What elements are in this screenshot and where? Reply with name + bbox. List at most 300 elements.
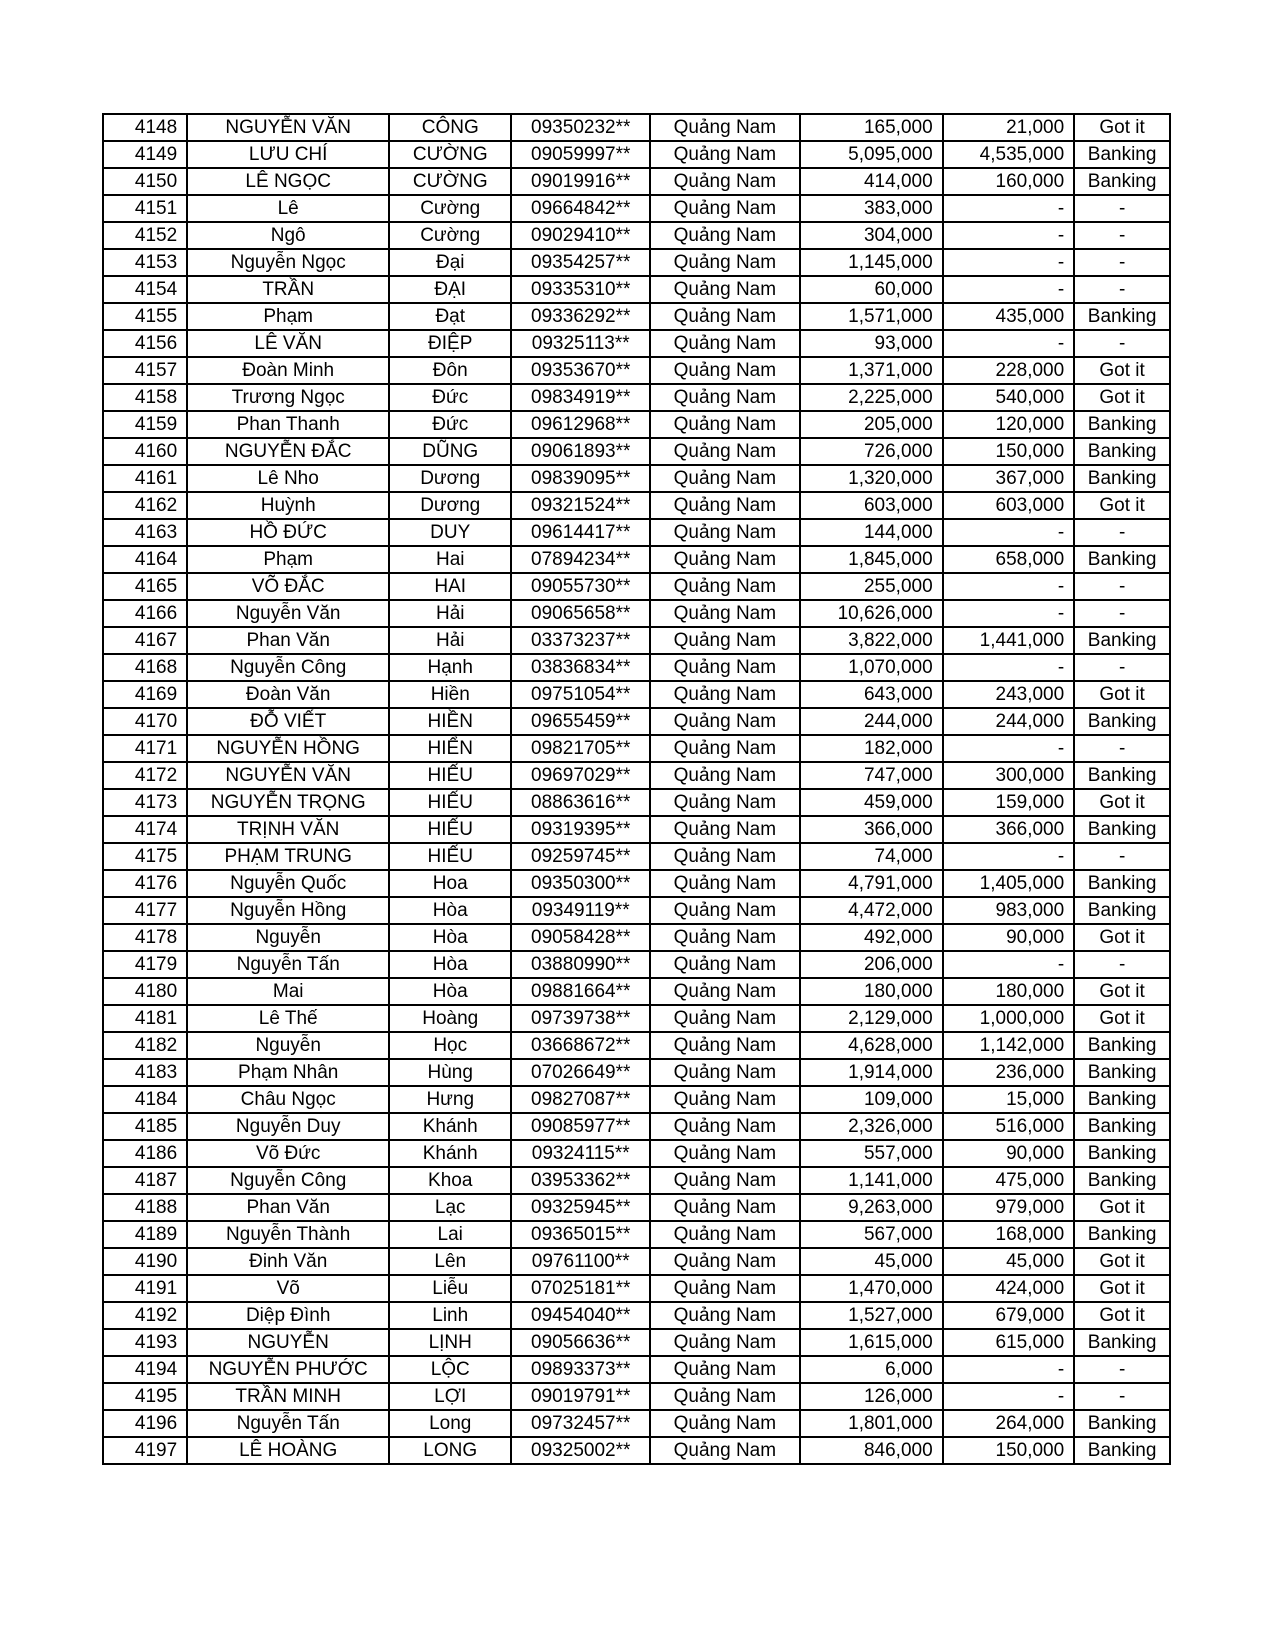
cell-method: Got it xyxy=(1074,789,1170,816)
table-row xyxy=(103,708,1170,735)
cell-method: - xyxy=(1074,195,1170,222)
cell-phone: 09335310** xyxy=(511,276,650,303)
cell-paid: 435,000 xyxy=(943,303,1075,330)
table-row xyxy=(103,465,1170,492)
table-row xyxy=(103,1113,1170,1140)
cell-province: Quảng Nam xyxy=(650,816,799,843)
cell-province: Quảng Nam xyxy=(650,1356,799,1383)
cell-province: Quảng Nam xyxy=(650,357,799,384)
cell-method: Banking xyxy=(1074,870,1170,897)
cell-method: Banking xyxy=(1074,627,1170,654)
cell-province: Quảng Nam xyxy=(650,249,799,276)
cell-method: - xyxy=(1074,654,1170,681)
cell-method: Got it xyxy=(1074,1005,1170,1032)
cell-last-name: Nguyễn Công xyxy=(187,1167,389,1194)
cell-id: 4154 xyxy=(103,276,187,303)
cell-first-name: HIẾU xyxy=(389,843,511,870)
cell-id: 4178 xyxy=(103,924,187,951)
cell-id: 4149 xyxy=(103,141,187,168)
cell-id: 4187 xyxy=(103,1167,187,1194)
cell-province: Quảng Nam xyxy=(650,330,799,357)
cell-first-name: Đại xyxy=(389,249,511,276)
cell-total: 304,000 xyxy=(800,222,943,249)
cell-last-name: TRỊNH VĂN xyxy=(187,816,389,843)
cell-last-name: Trương Ngọc xyxy=(187,384,389,411)
cell-phone: 09664842** xyxy=(511,195,650,222)
cell-province: Quảng Nam xyxy=(650,654,799,681)
table-row xyxy=(103,1329,1170,1356)
cell-first-name: Hùng xyxy=(389,1059,511,1086)
cell-total: 643,000 xyxy=(800,681,943,708)
cell-phone: 09732457** xyxy=(511,1410,650,1437)
cell-id: 4181 xyxy=(103,1005,187,1032)
cell-first-name: Lai xyxy=(389,1221,511,1248)
table-row xyxy=(103,789,1170,816)
cell-phone: 09350232** xyxy=(511,114,650,141)
cell-method: Banking xyxy=(1074,1329,1170,1356)
cell-phone: 09019791** xyxy=(511,1383,650,1410)
cell-method: - xyxy=(1074,249,1170,276)
cell-first-name: LONG xyxy=(389,1437,511,1464)
cell-id: 4168 xyxy=(103,654,187,681)
cell-first-name: Linh xyxy=(389,1302,511,1329)
cell-province: Quảng Nam xyxy=(650,1059,799,1086)
cell-last-name: Phạm xyxy=(187,303,389,330)
cell-province: Quảng Nam xyxy=(650,276,799,303)
cell-id: 4192 xyxy=(103,1302,187,1329)
cell-id: 4152 xyxy=(103,222,187,249)
cell-last-name: Nguyễn Quốc xyxy=(187,870,389,897)
cell-method: Got it xyxy=(1074,978,1170,1005)
cell-last-name: Huỳnh xyxy=(187,492,389,519)
cell-last-name: Nguyễn Hồng xyxy=(187,897,389,924)
cell-id: 4150 xyxy=(103,168,187,195)
table-row xyxy=(103,222,1170,249)
cell-phone: 09336292** xyxy=(511,303,650,330)
table-row xyxy=(103,1059,1170,1086)
cell-first-name: Hoàng xyxy=(389,1005,511,1032)
cell-total: 255,000 xyxy=(800,573,943,600)
cell-phone: 07025181** xyxy=(511,1275,650,1302)
table-row xyxy=(103,870,1170,897)
cell-method: Banking xyxy=(1074,762,1170,789)
cell-method: Got it xyxy=(1074,681,1170,708)
cell-id: 4186 xyxy=(103,1140,187,1167)
cell-last-name: NGUYỄN xyxy=(187,1329,389,1356)
table-row xyxy=(103,573,1170,600)
cell-last-name: Nguyễn Tấn xyxy=(187,951,389,978)
cell-paid: 236,000 xyxy=(943,1059,1075,1086)
cell-total: 74,000 xyxy=(800,843,943,870)
cell-phone: 08863616** xyxy=(511,789,650,816)
cell-phone: 09029410** xyxy=(511,222,650,249)
cell-paid: 475,000 xyxy=(943,1167,1075,1194)
cell-id: 4153 xyxy=(103,249,187,276)
cell-phone: 09319395** xyxy=(511,816,650,843)
cell-first-name: Hoa xyxy=(389,870,511,897)
cell-paid: - xyxy=(943,222,1075,249)
cell-last-name: NGUYỄN HỒNG xyxy=(187,735,389,762)
cell-last-name: Nguyễn xyxy=(187,1032,389,1059)
cell-total: 492,000 xyxy=(800,924,943,951)
table-row xyxy=(103,519,1170,546)
cell-province: Quảng Nam xyxy=(650,1140,799,1167)
cell-last-name: Phan Văn xyxy=(187,1194,389,1221)
cell-first-name: DUY xyxy=(389,519,511,546)
cell-method: Banking xyxy=(1074,1410,1170,1437)
cell-method: - xyxy=(1074,600,1170,627)
cell-paid: 244,000 xyxy=(943,708,1075,735)
cell-first-name: CÔNG xyxy=(389,114,511,141)
cell-last-name: Nguyễn Duy xyxy=(187,1113,389,1140)
cell-first-name: Đôn xyxy=(389,357,511,384)
cell-phone: 09019916** xyxy=(511,168,650,195)
cell-first-name: Đức xyxy=(389,411,511,438)
cell-first-name: Đạt xyxy=(389,303,511,330)
cell-method: - xyxy=(1074,951,1170,978)
cell-first-name: Lạc xyxy=(389,1194,511,1221)
cell-paid: 4,535,000 xyxy=(943,141,1075,168)
cell-first-name: Cường xyxy=(389,222,511,249)
cell-last-name: Phạm Nhân xyxy=(187,1059,389,1086)
cell-method: Got it xyxy=(1074,492,1170,519)
cell-first-name: Long xyxy=(389,1410,511,1437)
cell-paid: 603,000 xyxy=(943,492,1075,519)
cell-paid: 424,000 xyxy=(943,1275,1075,1302)
cell-phone: 09349119** xyxy=(511,897,650,924)
cell-paid: 1,000,000 xyxy=(943,1005,1075,1032)
cell-total: 165,000 xyxy=(800,114,943,141)
table-row xyxy=(103,843,1170,870)
data-table xyxy=(102,113,1171,1465)
cell-method: Got it xyxy=(1074,1194,1170,1221)
cell-id: 4188 xyxy=(103,1194,187,1221)
cell-total: 1,914,000 xyxy=(800,1059,943,1086)
cell-phone: 07894234** xyxy=(511,546,650,573)
cell-phone: 09325945** xyxy=(511,1194,650,1221)
cell-phone: 03836834** xyxy=(511,654,650,681)
cell-paid: 120,000 xyxy=(943,411,1075,438)
cell-paid: - xyxy=(943,951,1075,978)
cell-first-name: Hưng xyxy=(389,1086,511,1113)
cell-paid: - xyxy=(943,519,1075,546)
cell-method: Banking xyxy=(1074,168,1170,195)
cell-first-name: Hạnh xyxy=(389,654,511,681)
cell-total: 3,822,000 xyxy=(800,627,943,654)
cell-total: 10,626,000 xyxy=(800,600,943,627)
cell-phone: 09697029** xyxy=(511,762,650,789)
table-row xyxy=(103,276,1170,303)
cell-last-name: PHẠM TRUNG xyxy=(187,843,389,870)
cell-paid: 180,000 xyxy=(943,978,1075,1005)
cell-total: 1,320,000 xyxy=(800,465,943,492)
cell-province: Quảng Nam xyxy=(650,1275,799,1302)
cell-phone: 09839095** xyxy=(511,465,650,492)
cell-total: 4,791,000 xyxy=(800,870,943,897)
cell-total: 45,000 xyxy=(800,1248,943,1275)
table-row xyxy=(103,357,1170,384)
cell-paid: - xyxy=(943,276,1075,303)
cell-total: 9,263,000 xyxy=(800,1194,943,1221)
cell-first-name: Hòa xyxy=(389,897,511,924)
cell-method: - xyxy=(1074,519,1170,546)
cell-phone: 09454040** xyxy=(511,1302,650,1329)
table-row xyxy=(103,1437,1170,1464)
cell-paid: 45,000 xyxy=(943,1248,1075,1275)
cell-province: Quảng Nam xyxy=(650,1302,799,1329)
cell-total: 726,000 xyxy=(800,438,943,465)
cell-total: 109,000 xyxy=(800,1086,943,1113)
cell-id: 4164 xyxy=(103,546,187,573)
cell-first-name: HIỀN xyxy=(389,708,511,735)
cell-total: 1,571,000 xyxy=(800,303,943,330)
cell-province: Quảng Nam xyxy=(650,438,799,465)
cell-first-name: LỢI xyxy=(389,1383,511,1410)
cell-paid: - xyxy=(943,1356,1075,1383)
cell-total: 126,000 xyxy=(800,1383,943,1410)
cell-paid: 243,000 xyxy=(943,681,1075,708)
cell-phone: 09055730** xyxy=(511,573,650,600)
cell-paid: - xyxy=(943,843,1075,870)
cell-phone: 09085977** xyxy=(511,1113,650,1140)
cell-method: Banking xyxy=(1074,1167,1170,1194)
cell-method: Got it xyxy=(1074,1275,1170,1302)
cell-last-name: HỒ ĐỨC xyxy=(187,519,389,546)
cell-phone: 09365015** xyxy=(511,1221,650,1248)
cell-method: - xyxy=(1074,276,1170,303)
cell-paid: 90,000 xyxy=(943,924,1075,951)
cell-province: Quảng Nam xyxy=(650,519,799,546)
cell-method: - xyxy=(1074,1383,1170,1410)
cell-total: 846,000 xyxy=(800,1437,943,1464)
table-row xyxy=(103,1302,1170,1329)
cell-paid: 1,441,000 xyxy=(943,627,1075,654)
cell-phone: 09058428** xyxy=(511,924,650,951)
cell-phone: 09059997** xyxy=(511,141,650,168)
cell-id: 4180 xyxy=(103,978,187,1005)
cell-last-name: NGUYỄN VĂN xyxy=(187,762,389,789)
cell-province: Quảng Nam xyxy=(650,1329,799,1356)
cell-first-name: ĐIỆP xyxy=(389,330,511,357)
cell-total: 244,000 xyxy=(800,708,943,735)
cell-province: Quảng Nam xyxy=(650,492,799,519)
cell-total: 603,000 xyxy=(800,492,943,519)
data-table-container xyxy=(102,113,1171,1465)
cell-id: 4156 xyxy=(103,330,187,357)
cell-phone: 03880990** xyxy=(511,951,650,978)
cell-phone: 09321524** xyxy=(511,492,650,519)
cell-total: 93,000 xyxy=(800,330,943,357)
cell-total: 180,000 xyxy=(800,978,943,1005)
cell-first-name: Hai xyxy=(389,546,511,573)
cell-last-name: Châu Ngọc xyxy=(187,1086,389,1113)
cell-province: Quảng Nam xyxy=(650,951,799,978)
cell-phone: 09350300** xyxy=(511,870,650,897)
cell-id: 4148 xyxy=(103,114,187,141)
cell-total: 1,845,000 xyxy=(800,546,943,573)
cell-last-name: NGUYỄN TRỌNG xyxy=(187,789,389,816)
cell-phone: 09259745** xyxy=(511,843,650,870)
cell-first-name: Hải xyxy=(389,600,511,627)
cell-first-name: Cường xyxy=(389,195,511,222)
cell-total: 205,000 xyxy=(800,411,943,438)
table-row xyxy=(103,762,1170,789)
cell-paid: 658,000 xyxy=(943,546,1075,573)
cell-id: 4160 xyxy=(103,438,187,465)
cell-last-name: Võ xyxy=(187,1275,389,1302)
cell-total: 2,326,000 xyxy=(800,1113,943,1140)
cell-first-name: HAI xyxy=(389,573,511,600)
table-row xyxy=(103,195,1170,222)
cell-last-name: TRẦN xyxy=(187,276,389,303)
cell-last-name: LƯU CHÍ xyxy=(187,141,389,168)
cell-id: 4191 xyxy=(103,1275,187,1302)
table-row xyxy=(103,735,1170,762)
cell-first-name: HIẾU xyxy=(389,816,511,843)
cell-last-name: Võ Đức xyxy=(187,1140,389,1167)
cell-id: 4177 xyxy=(103,897,187,924)
table-row xyxy=(103,1005,1170,1032)
cell-paid: 679,000 xyxy=(943,1302,1075,1329)
cell-last-name: Nguyễn Tấn xyxy=(187,1410,389,1437)
cell-phone: 09655459** xyxy=(511,708,650,735)
cell-phone: 09325002** xyxy=(511,1437,650,1464)
cell-first-name: Liễu xyxy=(389,1275,511,1302)
cell-id: 4155 xyxy=(103,303,187,330)
cell-total: 383,000 xyxy=(800,195,943,222)
cell-first-name: Hòa xyxy=(389,951,511,978)
cell-id: 4157 xyxy=(103,357,187,384)
cell-first-name: HIẾU xyxy=(389,762,511,789)
cell-paid: 983,000 xyxy=(943,897,1075,924)
cell-method: - xyxy=(1074,222,1170,249)
cell-first-name: Dương xyxy=(389,492,511,519)
cell-last-name: Nguyễn Công xyxy=(187,654,389,681)
cell-province: Quảng Nam xyxy=(650,708,799,735)
cell-total: 1,371,000 xyxy=(800,357,943,384)
cell-method: Banking xyxy=(1074,1059,1170,1086)
cell-province: Quảng Nam xyxy=(650,1194,799,1221)
cell-phone: 09739738** xyxy=(511,1005,650,1032)
cell-id: 4174 xyxy=(103,816,187,843)
cell-phone: 09821705** xyxy=(511,735,650,762)
cell-id: 4189 xyxy=(103,1221,187,1248)
cell-phone: 09881664** xyxy=(511,978,650,1005)
cell-id: 4184 xyxy=(103,1086,187,1113)
table-row xyxy=(103,492,1170,519)
cell-last-name: ĐỖ VIẾT xyxy=(187,708,389,735)
cell-first-name: Hải xyxy=(389,627,511,654)
cell-province: Quảng Nam xyxy=(650,1113,799,1140)
cell-method: Banking xyxy=(1074,546,1170,573)
cell-paid: 367,000 xyxy=(943,465,1075,492)
table-row xyxy=(103,897,1170,924)
cell-total: 2,225,000 xyxy=(800,384,943,411)
table-row xyxy=(103,249,1170,276)
cell-province: Quảng Nam xyxy=(650,1437,799,1464)
cell-method: Got it xyxy=(1074,1248,1170,1275)
cell-last-name: Mai xyxy=(187,978,389,1005)
cell-id: 4166 xyxy=(103,600,187,627)
cell-id: 4162 xyxy=(103,492,187,519)
cell-first-name: Hiền xyxy=(389,681,511,708)
cell-paid: 168,000 xyxy=(943,1221,1075,1248)
cell-province: Quảng Nam xyxy=(650,1086,799,1113)
cell-paid: 615,000 xyxy=(943,1329,1075,1356)
cell-last-name: TRẦN MINH xyxy=(187,1383,389,1410)
cell-id: 4151 xyxy=(103,195,187,222)
cell-total: 5,095,000 xyxy=(800,141,943,168)
table-row xyxy=(103,600,1170,627)
cell-id: 4170 xyxy=(103,708,187,735)
cell-method: Banking xyxy=(1074,816,1170,843)
cell-id: 4172 xyxy=(103,762,187,789)
cell-phone: 09827087** xyxy=(511,1086,650,1113)
table-body xyxy=(103,114,1170,1464)
cell-method: Banking xyxy=(1074,465,1170,492)
cell-first-name: LỊNH xyxy=(389,1329,511,1356)
cell-province: Quảng Nam xyxy=(650,168,799,195)
cell-id: 4159 xyxy=(103,411,187,438)
cell-paid: 300,000 xyxy=(943,762,1075,789)
cell-method: - xyxy=(1074,1356,1170,1383)
cell-phone: 09834919** xyxy=(511,384,650,411)
cell-province: Quảng Nam xyxy=(650,681,799,708)
cell-province: Quảng Nam xyxy=(650,1167,799,1194)
cell-id: 4193 xyxy=(103,1329,187,1356)
table-row xyxy=(103,1275,1170,1302)
cell-last-name: LÊ HOÀNG xyxy=(187,1437,389,1464)
cell-province: Quảng Nam xyxy=(650,303,799,330)
cell-province: Quảng Nam xyxy=(650,789,799,816)
cell-total: 2,129,000 xyxy=(800,1005,943,1032)
cell-method: - xyxy=(1074,735,1170,762)
cell-province: Quảng Nam xyxy=(650,627,799,654)
table-row xyxy=(103,1167,1170,1194)
cell-method: Banking xyxy=(1074,1032,1170,1059)
table-row xyxy=(103,438,1170,465)
table-row xyxy=(103,1140,1170,1167)
cell-id: 4197 xyxy=(103,1437,187,1464)
cell-province: Quảng Nam xyxy=(650,1248,799,1275)
cell-method: Got it xyxy=(1074,384,1170,411)
cell-total: 1,615,000 xyxy=(800,1329,943,1356)
cell-id: 4183 xyxy=(103,1059,187,1086)
cell-phone: 09324115** xyxy=(511,1140,650,1167)
cell-paid: 150,000 xyxy=(943,1437,1075,1464)
cell-id: 4185 xyxy=(103,1113,187,1140)
table-row xyxy=(103,114,1170,141)
cell-method: Got it xyxy=(1074,924,1170,951)
cell-first-name: Đức xyxy=(389,384,511,411)
table-row xyxy=(103,1221,1170,1248)
cell-last-name: Phan Thanh xyxy=(187,411,389,438)
cell-method: Banking xyxy=(1074,1140,1170,1167)
cell-id: 4176 xyxy=(103,870,187,897)
cell-method: Banking xyxy=(1074,1221,1170,1248)
cell-total: 6,000 xyxy=(800,1356,943,1383)
cell-last-name: NGUYỄN ĐẮC xyxy=(187,438,389,465)
cell-first-name: Khánh xyxy=(389,1113,511,1140)
cell-last-name: LÊ VĂN xyxy=(187,330,389,357)
cell-province: Quảng Nam xyxy=(650,600,799,627)
cell-phone: 03668672** xyxy=(511,1032,650,1059)
cell-paid: - xyxy=(943,573,1075,600)
cell-method: Banking xyxy=(1074,1086,1170,1113)
table-row xyxy=(103,681,1170,708)
cell-method: Banking xyxy=(1074,141,1170,168)
cell-first-name: Hòa xyxy=(389,924,511,951)
